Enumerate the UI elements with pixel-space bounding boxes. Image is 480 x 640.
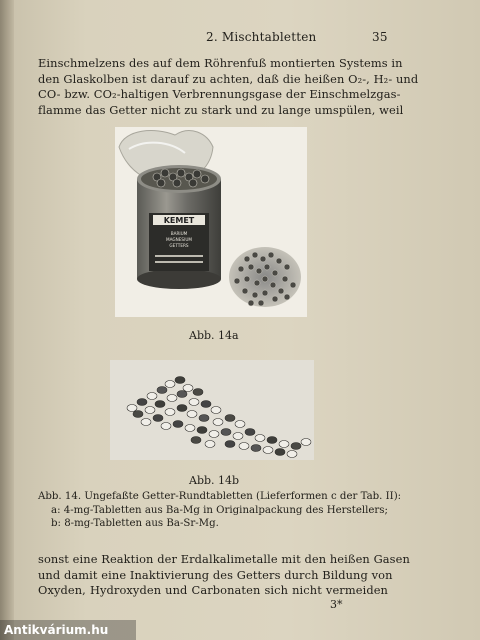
page-gutter <box>0 0 14 640</box>
figure-14b-photo <box>110 360 314 460</box>
paragraph-top <box>38 56 419 118</box>
figure-14b-caption: Abb. 14b <box>189 474 240 487</box>
text-line: Oxyden, Hydroxyden und Carbonaten sich nicht vermeiden <box>38 583 388 597</box>
text-line: sonst eine Reaktion der Erdalkalimetalle mit den heißen Gasen <box>38 552 410 566</box>
text-line: Einschmelzens des auf dem Röhrenfuß montierten Systems in <box>38 56 403 70</box>
caption-line: Abb. 14. Ungefaßte Getter-Rundtabletten (Lieferformen c der Tab. II): <box>38 491 402 502</box>
figure-14a-caption: Abb. 14a <box>189 329 239 342</box>
text-line: und damit eine Inaktivierung des Getters durch Bildung von <box>38 567 393 582</box>
figure-14-caption <box>38 490 402 531</box>
tablets-pile-illustration <box>110 360 314 460</box>
can-label-line: MAGNESIUM <box>166 237 192 242</box>
watermark-logo: Antikvárium.hu <box>0 620 136 640</box>
can-label-line: GETTERS <box>169 243 189 248</box>
can-label-brand: KEMET <box>163 216 195 225</box>
page-number: 35 <box>372 30 388 44</box>
can-label-line: BARIUM <box>170 231 188 236</box>
paragraph-bottom <box>38 552 410 599</box>
getter-can-illustration <box>115 127 307 317</box>
text-line: flamme das Getter nicht zu stark und zu lange umspülen, weil <box>38 102 404 117</box>
caption-line: b: 8-mg-Tabletten aus Ba-Sr-Mg. <box>51 518 219 529</box>
text-line: den Glaskolben ist darauf zu achten, daß die heißen O₂-, H₂- und <box>38 71 419 86</box>
text-line: CO- bzw. CO₂-haltigen Verbrennungsgase der Einschmelzgas- <box>38 87 401 101</box>
signature-mark: 3* <box>330 598 343 611</box>
figure-14a-photo <box>115 127 307 317</box>
caption-line: a: 4-mg-Tabletten aus Ba-Mg in Originalpackung des Herstellers; <box>51 504 388 516</box>
running-header-title: 2. Mischtabletten <box>206 30 317 44</box>
